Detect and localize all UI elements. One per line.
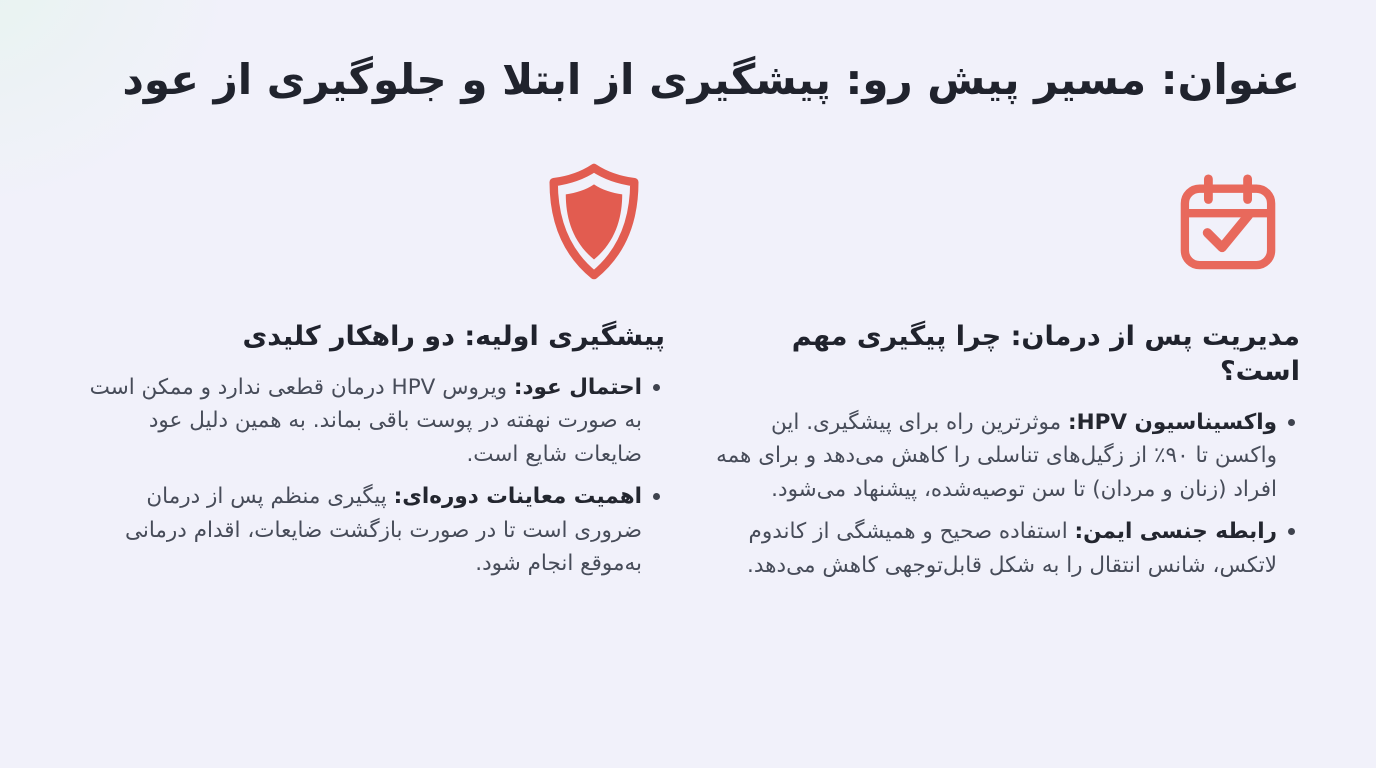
column-heading: مدیریت پس از درمان: چرا پیگیری مهم است؟	[791, 320, 1300, 387]
column-followup	[711, 161, 1300, 583]
bullet-text: پیگیری منظم پس از درمان ضروری است تا در صورت بازگشت ضایعات، اقدام درمانی به‌موقع انجام شود.	[124, 484, 642, 577]
bullet-text: ویروس HPV درمان قطعی ندارد و ممکن است به صورت نهفته در پوست باقی بماند. به همین دلیل عود ضایعات شایع است.	[89, 374, 642, 467]
page-title: عنوان: مسیر پیش رو: پیشگیری از ابتلا و جلوگیری از عود	[122, 55, 1300, 104]
column-prevention	[76, 161, 665, 583]
bullet-text: استفاده صحیح و همیشگی از کاندوم لاتکس، شانس انتقال را به شکل قابل‌توجهی کاهش می‌دهد.	[747, 519, 1277, 578]
bullet-text: موثرترین راه برای پیشگیری. این واکسن تا ۹۰٪ از زگیل‌های تناسلی را کاهش می‌دهد و برای همه افراد (زنان و مردان) تا سن توصیه‌شده، پیشنهاد می‌شود.	[716, 409, 1277, 502]
bullet-lead: اهمیت معاینات دوره‌ای:	[393, 484, 642, 510]
list-item	[76, 371, 642, 472]
list-item	[76, 480, 642, 581]
calendar-check-icon	[1176, 173, 1280, 271]
bullet-list	[711, 406, 1300, 583]
shield-icon	[543, 163, 645, 281]
content-columns	[76, 161, 1300, 583]
bullet-lead: رابطه جنسی ایمن:	[1074, 519, 1277, 545]
list-item	[711, 515, 1277, 582]
bullet-list	[76, 371, 665, 581]
bullet-lead: احتمال عود:	[513, 374, 642, 400]
bullet-lead: واکسیناسیون HPV:	[1068, 409, 1277, 435]
column-heading: پیشگیری اولیه: دو راهکار کلیدی	[242, 320, 665, 352]
list-item	[711, 406, 1277, 507]
